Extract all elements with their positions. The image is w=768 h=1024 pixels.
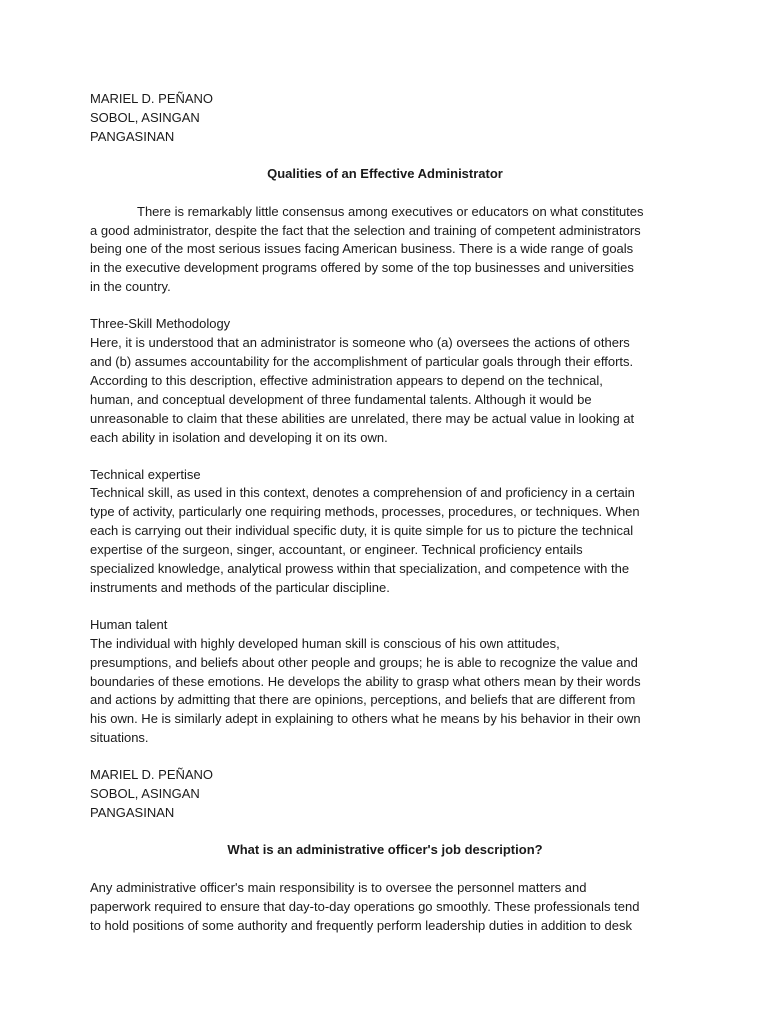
author-header	[90, 90, 680, 147]
paragraph-line: Technical skill, as used in this context, denotes a comprehension of and proficiency in a certain	[90, 485, 635, 501]
essay-title: What is an administrative officer's job description?	[227, 841, 543, 857]
author-address-line-2: PANGASINAN	[90, 805, 175, 820]
author-address-line-2: PANGASINAN	[90, 128, 175, 144]
paragraph-line: each ability in isolation and developing it on its own.	[90, 429, 388, 445]
paragraph-line: unreasonable to claim that these abilities are unrelated, there may be actual value in looking at	[90, 410, 635, 426]
paragraph-line: Here, it is understood that an administrator is someone who (a) oversees the actions of others	[90, 335, 630, 351]
author-name: MARIEL D. PEÑANO	[90, 767, 214, 783]
paragraph-line: his own. He is similarly adept in explaining to others what he means by his behavior in their own	[90, 711, 641, 727]
intro-paragraph	[90, 203, 680, 298]
paragraph-line: presumptions, and beliefs about other people and groups; he is able to recognize the value and	[90, 654, 638, 670]
section-human-talent	[90, 616, 680, 748]
section-heading: Human talent	[90, 616, 168, 632]
paragraph-line: each is carrying out their individual specific duty, it is quite simple for us to picture the technical	[90, 523, 634, 539]
author-header	[90, 766, 680, 823]
paragraph-line: instruments and methods of the particular discipline.	[90, 579, 390, 595]
paragraph-line: paperwork required to ensure that day-to-day operations go smoothly. These professionals tend	[90, 898, 640, 914]
paragraph-line: expertise of the surgeon, singer, accountant, or engineer. Technical proficiency entails	[90, 542, 583, 558]
paragraph-line: According to this description, effective administration appears to depend on the technical,	[90, 372, 603, 388]
section-three-skill	[90, 315, 680, 447]
essay-title: Qualities of an Effective Administrator	[267, 165, 503, 181]
paragraph-line: There is remarkably little consensus among executives or educators on what constitutes	[137, 203, 644, 219]
paragraph-line: a good administrator, despite the fact that the selection and training of competent administrators	[90, 222, 641, 238]
paragraph-line: specialized knowledge, analytical prowess within that specialization, and competence with the	[90, 561, 630, 577]
paragraph-line: type of activity, particularly one requiring methods, processes, procedures, or techniques. When	[90, 504, 640, 520]
paragraph-line: and (b) assumes accountability for the accomplishment of particular goals through their efforts.	[90, 353, 634, 369]
author-name: MARIEL D. PEÑANO	[90, 91, 214, 106]
paragraph-line: situations.	[90, 730, 149, 746]
paragraph-line: to hold positions of some authority and frequently perform leadership duties in addition to desk	[90, 917, 632, 933]
section-heading: Three-Skill Methodology	[90, 316, 231, 332]
paragraph-line: and actions by admitting that there are opinions, perceptions, and beliefs that are different from	[90, 692, 636, 708]
paragraph-line: being one of the most serious issues facing American business. There is a wide range of goals	[90, 241, 634, 257]
intro-paragraph	[90, 879, 680, 936]
paragraph-line: boundaries of these emotions. He develops the ability to grasp what others mean by their words	[90, 673, 641, 689]
document-page	[90, 90, 680, 936]
paragraph-line: in the executive development programs offered by some of the top businesses and universities	[90, 260, 634, 276]
paragraph-line: human, and conceptual development of three fundamental talents. Although it would be	[90, 391, 592, 407]
paragraph-line: in the country.	[90, 279, 171, 295]
author-address-line-1: SOBOL, ASINGAN	[90, 786, 200, 802]
section-heading: Technical expertise	[90, 466, 201, 482]
paragraph-line: The individual with highly developed human skill is conscious of his own attitudes,	[90, 635, 560, 651]
section-technical-expertise	[90, 466, 680, 598]
paragraph-line: Any administrative officer's main responsibility is to oversee the personnel matters and	[90, 879, 587, 895]
author-address-line-1: SOBOL, ASINGAN	[90, 109, 200, 125]
